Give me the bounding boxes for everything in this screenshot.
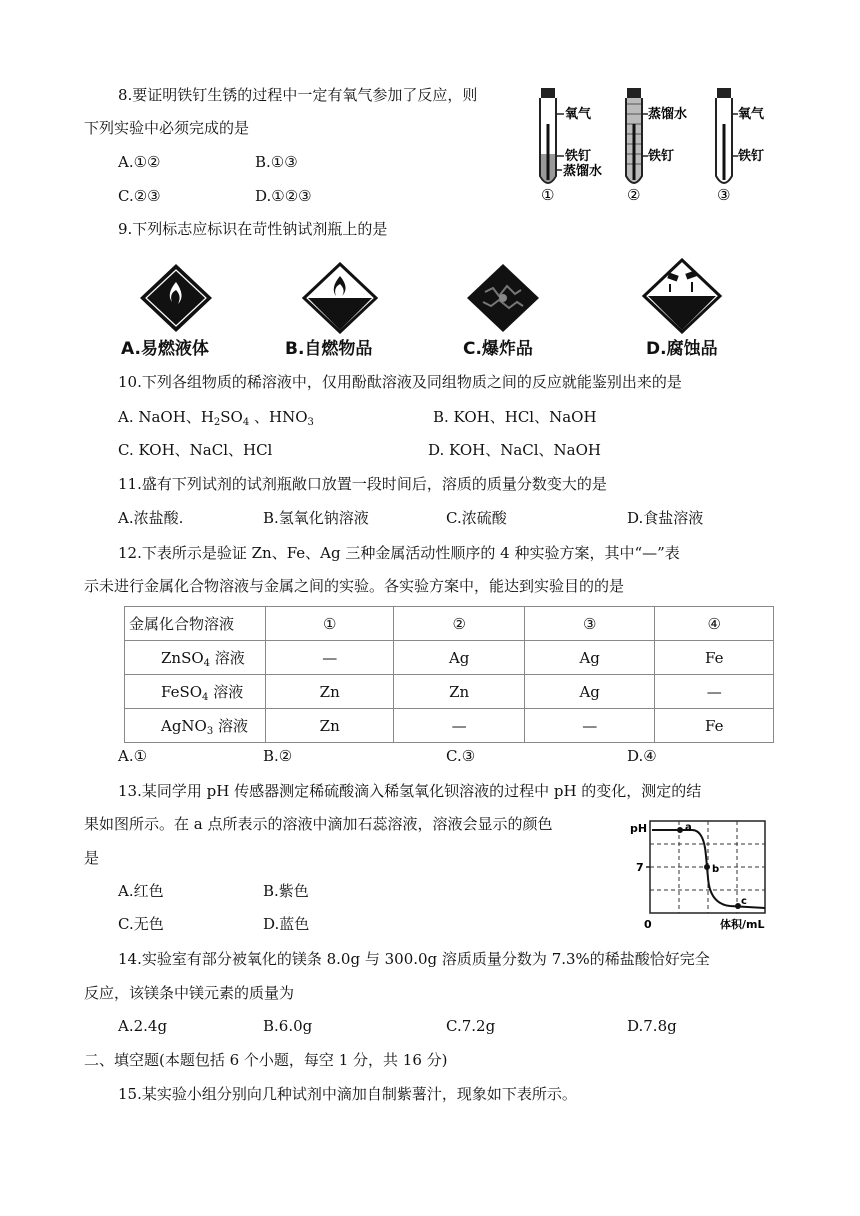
spontaneous-combustion-sign-icon [300, 262, 380, 334]
table-cell: Ag [394, 641, 525, 675]
q11-option-a: A.浓盐酸. [118, 509, 184, 527]
y-tick-label: 7 [636, 861, 644, 874]
table-row [125, 641, 774, 675]
q14-stem-line2: 反应，该镁条中镁元素的质量为 [84, 984, 295, 1002]
table-row-label: FeSO$_4$ 溶液 [125, 675, 266, 709]
q8-option-c: C.②③ [118, 187, 161, 205]
q12-option-d: D.④ [627, 747, 657, 765]
tube2-label-water: 蒸馏水 [648, 107, 688, 122]
table-cell: Zn [266, 675, 394, 709]
tube2-label-nail: 铁钉 [648, 149, 675, 164]
q10-option-b: B. KOH、HCl、NaOH [433, 408, 597, 426]
table-cell: — [394, 709, 525, 743]
q13-option-b: B.紫色 [263, 882, 309, 900]
table-header-cell: ② [394, 607, 525, 641]
sign-label-c: C.爆炸品 [463, 339, 533, 359]
table-cell: Ag [524, 675, 655, 709]
q13-option-c: C.无色 [118, 915, 164, 933]
q9-stem: 9.下列标志应标识在苛性钠试剂瓶上的是 [118, 220, 388, 238]
section-heading: 二、填空题(本题包括 6 个小题，每空 1 分，共 16 分) [84, 1051, 448, 1069]
test-tube-3 [716, 88, 765, 204]
ph-chart [630, 816, 770, 932]
q13-option-a: A.红色 [118, 882, 164, 900]
q14-option-b: B.6.0g [263, 1017, 313, 1035]
tube3-label-nail: 铁钉 [738, 149, 765, 164]
y-axis-label: pH [630, 822, 648, 835]
x-axis-label: 体积/mL [720, 918, 765, 931]
q10-option-a: A. NaOH、$H_2SO_4$ 、$HNO_3$ [118, 408, 314, 428]
q12-option-b: B.② [263, 747, 293, 765]
q12-option-a: A.① [118, 747, 148, 765]
table-cell: Fe [655, 709, 774, 743]
q8-stem-line2: 下列实验中必须完成的是 [84, 119, 250, 137]
point-a [677, 827, 683, 833]
q12-stem-line1: 12.下表所示是验证 Zn、Fe、Ag 三种金属活动性顺序的 4 种实验方案，其中“—”表 [118, 544, 680, 562]
table-row-label: AgNO$_3$ 溶液 [125, 709, 266, 743]
q14-option-a: A.2.4g [118, 1017, 168, 1035]
table-header-cell: ① [266, 607, 394, 641]
q13-stem-line1: 13.某同学用 pH 传感器测定稀硫酸滴入稀氢氧化钡溶液的过程中 pH 的变化，测定的结 [118, 782, 702, 800]
q10-option-c: C. KOH、NaCl、HCl [118, 441, 273, 459]
tube3-number: ③ [717, 186, 731, 204]
q8-stem-line1: 8.要证明铁钉生锈的过程中一定有氧气参加了反应，则 [118, 86, 478, 104]
sign-label-d: D.腐蚀品 [646, 339, 718, 359]
point-c-label: c [741, 896, 747, 907]
tube1-number: ① [541, 186, 555, 204]
table-row [125, 675, 774, 709]
explosive-sign-icon [463, 262, 543, 334]
q13-option-d: D.蓝色 [263, 915, 310, 933]
tube1-label-water: 蒸馏水 [563, 164, 603, 179]
point-b-label: b [712, 864, 720, 875]
q11-option-c: C.浓硫酸 [446, 509, 507, 527]
tube1-label-nail: 铁钉 [565, 149, 592, 164]
table-row [125, 709, 774, 743]
sign-label-b: B.自燃物品 [285, 339, 373, 359]
test-tube-1 [540, 88, 602, 204]
q8-option-d: D.①②③ [255, 187, 312, 205]
q14-stem-line1: 14.实验室有部分被氧化的镁条 8.0g 与 300.0g 溶质质量分数为 7.3%的稀盐酸恰好完全 [118, 950, 710, 968]
point-a-label: a [685, 822, 692, 833]
test-tube-2 [626, 88, 687, 204]
tube2-number: ② [627, 186, 641, 204]
flammable-liquid-sign-icon [136, 262, 216, 334]
table-cell: Ag [524, 641, 655, 675]
table-header-cell: ④ [655, 607, 774, 641]
point-b [704, 864, 710, 870]
tube3-label-oxygen: 氧气 [738, 107, 765, 122]
q13-stem-line3: 是 [84, 849, 100, 867]
table-cell: Zn [266, 709, 394, 743]
q11-option-d: D.食盐溶液 [627, 509, 704, 527]
q12-option-c: C.③ [446, 747, 476, 765]
table-header-row [125, 607, 774, 641]
q8-option-b: B.①③ [255, 153, 298, 171]
table-cell: Zn [394, 675, 525, 709]
table-row-label: ZnSO$_4$ 溶液 [125, 641, 266, 675]
metal-activity-table [124, 606, 774, 743]
table-cell: — [266, 641, 394, 675]
q13-stem-line2: 果如图所示。在 a 点所表示的溶液中滴加石蕊溶液，溶液会显示的颜色 [84, 815, 553, 833]
origin-label: 0 [644, 918, 652, 931]
q14-option-d: D.7.8g [627, 1017, 677, 1035]
q14-option-c: C.7.2g [446, 1017, 496, 1035]
q12-stem-line2: 示未进行金属化合物溶液与金属之间的实验。各实验方案中，能达到实验目的的是 [84, 577, 625, 595]
table-header-cell: 金属化合物溶液 [125, 607, 266, 641]
sign-label-a: A.易燃液体 [121, 339, 209, 359]
q11-option-b: B.氢氧化钠溶液 [263, 509, 369, 527]
table-cell: — [655, 675, 774, 709]
table-header-cell: ③ [524, 607, 655, 641]
q10-stem: 10.下列各组物质的稀溶液中，仅用酚酞溶液及同组物质之间的反应就能鉴别出来的是 [118, 373, 682, 391]
corrosive-sign-icon [640, 258, 724, 334]
tube1-label-oxygen: 氧气 [565, 107, 592, 122]
q10-option-d: D. KOH、NaCl、NaOH [428, 441, 601, 459]
test-tube-figure [530, 84, 790, 208]
q15-stem: 15.某实验小组分别向几种试剂中滴加自制紫薯汁，现象如下表所示。 [118, 1085, 577, 1103]
table-cell: — [524, 709, 655, 743]
table-cell: Fe [655, 641, 774, 675]
q11-stem: 11.盛有下列试剂的试剂瓶敞口放置一段时间后，溶质的质量分数变大的是 [118, 475, 607, 493]
q8-option-a: A.①② [118, 153, 161, 171]
